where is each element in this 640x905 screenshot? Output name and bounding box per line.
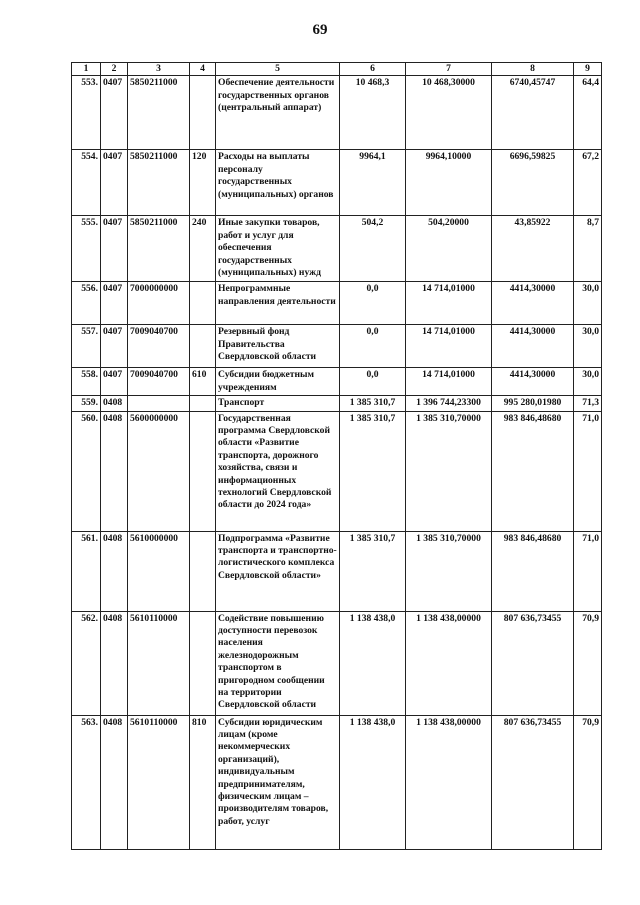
table-row <box>72 411 602 531</box>
table-cell-col-9: 8,7 <box>574 216 602 282</box>
table-cell-col-9: 71,0 <box>574 531 602 611</box>
table-cell-col-8: 807 636,73455 <box>492 611 574 715</box>
table-cell-col-4: 240 <box>190 216 216 282</box>
table-cell-col-5: Непрограммные направления деятельности <box>216 282 340 325</box>
table-cell-col-9: 71,3 <box>574 396 602 411</box>
table-cell-col-5: Резервный фонд Правительства Свердловской области <box>216 325 340 368</box>
table-cell-col-7: 9964,10000 <box>406 150 492 216</box>
column-header-2: 2 <box>101 63 128 76</box>
table-cell-col-4 <box>190 396 216 411</box>
table-cell-col-3: 5850211000 <box>128 216 190 282</box>
table-cell-col-8: 6740,45747 <box>492 76 574 150</box>
table-cell-col-2: 0407 <box>101 76 128 150</box>
table-cell-col-2: 0407 <box>101 282 128 325</box>
table-cell-col-5: Транспорт <box>216 396 340 411</box>
table-cell-col-2: 0408 <box>101 411 128 531</box>
column-header-3: 3 <box>128 63 190 76</box>
table-cell-col-1: 558. <box>72 368 101 396</box>
table-cell-col-4 <box>190 411 216 531</box>
table-cell-col-2: 0407 <box>101 325 128 368</box>
table-cell-col-9: 70,9 <box>574 715 602 849</box>
table-cell-col-7: 14 714,01000 <box>406 325 492 368</box>
table-cell-col-3: 5850211000 <box>128 76 190 150</box>
table-row <box>72 150 602 216</box>
budget-table <box>71 62 602 850</box>
table-cell-col-3: 7000000000 <box>128 282 190 325</box>
table-cell-col-2: 0407 <box>101 368 128 396</box>
table-cell-col-6: 0,0 <box>340 325 406 368</box>
table-cell-col-7: 1 138 438,00000 <box>406 611 492 715</box>
table-cell-col-7: 14 714,01000 <box>406 282 492 325</box>
table-cell-col-5: Расходы на выплаты персоналу государственных (муниципальных) органов <box>216 150 340 216</box>
table-cell-col-3: 5610110000 <box>128 715 190 849</box>
table-cell-col-8: 983 846,48680 <box>492 531 574 611</box>
column-header-1: 1 <box>72 63 101 76</box>
table-cell-col-4: 610 <box>190 368 216 396</box>
table-cell-col-1: 560. <box>72 411 101 531</box>
table-cell-col-4: 810 <box>190 715 216 849</box>
table-cell-col-2: 0408 <box>101 715 128 849</box>
table-cell-col-1: 556. <box>72 282 101 325</box>
table-cell-col-1: 557. <box>72 325 101 368</box>
table-cell-col-3: 5850211000 <box>128 150 190 216</box>
table-cell-col-5: Субсидии юридическим лицам (кроме некоммерческих организаций), индивидуальным предпринимателям, физическим лицам – производителям товаров, работ, услуг <box>216 715 340 849</box>
table-cell-col-1: 563. <box>72 715 101 849</box>
table-row <box>72 531 602 611</box>
table-cell-col-2: 0407 <box>101 150 128 216</box>
table-row <box>72 282 602 325</box>
table-cell-col-6: 1 138 438,0 <box>340 611 406 715</box>
table-cell-col-8: 807 636,73455 <box>492 715 574 849</box>
table-cell-col-4: 120 <box>190 150 216 216</box>
table-cell-col-6: 504,2 <box>340 216 406 282</box>
table-cell-col-4 <box>190 282 216 325</box>
table-cell-col-7: 1 396 744,23300 <box>406 396 492 411</box>
table-cell-col-8: 4414,30000 <box>492 282 574 325</box>
table-cell-col-6: 9964,1 <box>340 150 406 216</box>
table-cell-col-7: 1 385 310,70000 <box>406 411 492 531</box>
table-row <box>72 325 602 368</box>
table-cell-col-5: Иные закупки товаров, работ и услуг для обеспечения государственных (муниципальных) нужд <box>216 216 340 282</box>
table-cell-col-8: 6696,59825 <box>492 150 574 216</box>
table-cell-col-6: 0,0 <box>340 368 406 396</box>
table-row <box>72 76 602 150</box>
table-cell-col-9: 30,0 <box>574 325 602 368</box>
table-cell-col-3: 5600000000 <box>128 411 190 531</box>
table-cell-col-3: 7009040700 <box>128 325 190 368</box>
table-cell-col-8: 43,85922 <box>492 216 574 282</box>
table-cell-col-9: 71,0 <box>574 411 602 531</box>
table-cell-col-1: 554. <box>72 150 101 216</box>
table-cell-col-6: 10 468,3 <box>340 76 406 150</box>
table-row <box>72 216 602 282</box>
table-cell-col-9: 67,2 <box>574 150 602 216</box>
table-cell-col-9: 70,9 <box>574 611 602 715</box>
table-cell-col-7: 1 138 438,00000 <box>406 715 492 849</box>
table-cell-col-2: 0408 <box>101 396 128 411</box>
column-header-4: 4 <box>190 63 216 76</box>
table-row <box>72 611 602 715</box>
table-cell-col-3: 7009040700 <box>128 368 190 396</box>
table-cell-col-5: Подпрограмма «Развитие транспорта и транспортно-логистического комплекса Свердловской области» <box>216 531 340 611</box>
table-cell-col-7: 504,20000 <box>406 216 492 282</box>
table-cell-col-9: 64,4 <box>574 76 602 150</box>
table-cell-col-3 <box>128 396 190 411</box>
table-cell-col-5: Обеспечение деятельности государственных органов (центральный аппарат) <box>216 76 340 150</box>
table-cell-col-1: 553. <box>72 76 101 150</box>
table-cell-col-8: 4414,30000 <box>492 325 574 368</box>
column-header-6: 6 <box>340 63 406 76</box>
table-cell-col-1: 559. <box>72 396 101 411</box>
column-header-8: 8 <box>492 63 574 76</box>
table-cell-col-7: 14 714,01000 <box>406 368 492 396</box>
table-cell-col-9: 30,0 <box>574 282 602 325</box>
table-cell-col-5: Содействие повышению доступности перевозок населения железнодорожным транспортом в пригородном сообщении на территории Свердловской области <box>216 611 340 715</box>
column-header-5: 5 <box>216 63 340 76</box>
table-cell-col-5: Субсидии бюджетным учреждениям <box>216 368 340 396</box>
table-cell-col-2: 0407 <box>101 216 128 282</box>
table-cell-col-4 <box>190 325 216 368</box>
table-cell-col-2: 0408 <box>101 611 128 715</box>
table-cell-col-6: 1 385 310,7 <box>340 531 406 611</box>
table-cell-col-6: 0,0 <box>340 282 406 325</box>
column-header-7: 7 <box>406 63 492 76</box>
table-cell-col-8: 995 280,01980 <box>492 396 574 411</box>
table-row <box>72 396 602 411</box>
table-cell-col-4 <box>190 76 216 150</box>
table-cell-col-7: 10 468,30000 <box>406 76 492 150</box>
table-cell-col-3: 5610110000 <box>128 611 190 715</box>
table-cell-col-9: 30,0 <box>574 368 602 396</box>
table-cell-col-1: 561. <box>72 531 101 611</box>
table-body <box>72 76 602 849</box>
table-cell-col-1: 562. <box>72 611 101 715</box>
table-cell-col-6: 1 385 310,7 <box>340 411 406 531</box>
table-cell-col-3: 5610000000 <box>128 531 190 611</box>
table-cell-col-4 <box>190 611 216 715</box>
table-cell-col-2: 0408 <box>101 531 128 611</box>
table-row <box>72 368 602 396</box>
table-row <box>72 715 602 849</box>
table-cell-col-6: 1 138 438,0 <box>340 715 406 849</box>
table-cell-col-4 <box>190 531 216 611</box>
page-number: 69 <box>312 22 328 38</box>
table-cell-col-7: 1 385 310,70000 <box>406 531 492 611</box>
column-header-9: 9 <box>574 63 602 76</box>
table-header-row <box>72 63 602 76</box>
table-cell-col-1: 555. <box>72 216 101 282</box>
table-cell-col-8: 4414,30000 <box>492 368 574 396</box>
table-cell-col-6: 1 385 310,7 <box>340 396 406 411</box>
table-cell-col-5: Государственная программа Свердловской области «Развитие транспорта, дорожного хозяйства, связи и информационных технологий Свердловской области до 2024 года» <box>216 411 340 531</box>
table-cell-col-8: 983 846,48680 <box>492 411 574 531</box>
